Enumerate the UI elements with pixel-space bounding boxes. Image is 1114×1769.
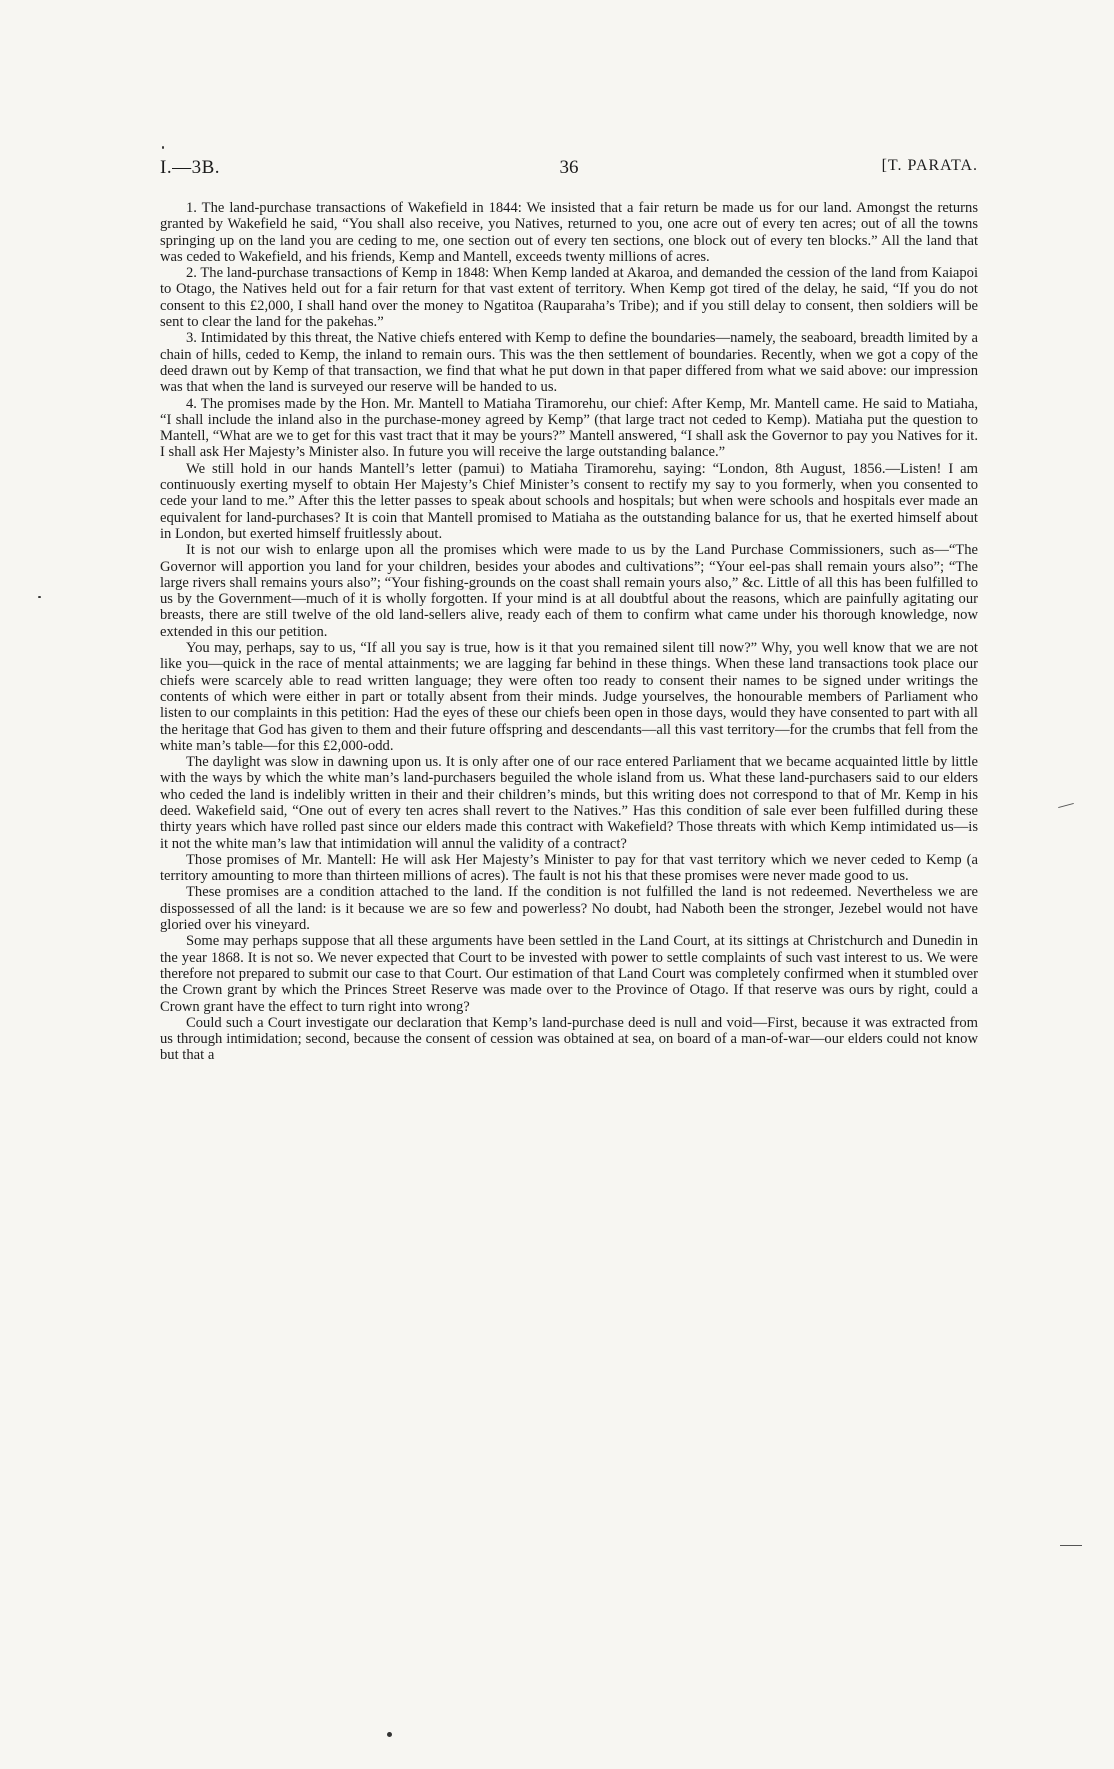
margin-mark — [1058, 803, 1074, 808]
paragraph: 3. Intimidated by this threat, the Native chiefs entered with Kemp to define the boundaries—namely, the seaboard, breadth limited by a chain of hills, ceded to Kemp, the inland to remain ours. This was the then settlement of boundaries. Recently, when we got a copy of the deed drawn out by Kemp of that transaction, we find that what he put down in that paper differed from what we said above: our impression was that when the land is surveyed our reserve will be handed to us. — [160, 330, 978, 396]
page-number: 36 — [559, 157, 579, 178]
paragraph: 2. The land-purchase transactions of Kemp in 1848: When Kemp landed at Akaroa, and demanded the cession of the land from Kaiapoi to Otago, the Natives held out for a fair return for that vast extent of territory. When Kemp got tired of the delay, he said, “If you do not consent to this £2,000, I shall hand over the money to Ngatitoa (Rauparaha’s Tribe); and if you still delay to consent, then soldiers will be sent to clear the land for the pakehas.” — [160, 265, 978, 331]
margin-mark — [1060, 1545, 1082, 1546]
ink-speck — [387, 1732, 392, 1737]
paragraph: 4. The promises made by the Hon. Mr. Mantell to Matiaha Tiramorehu, our chief: After Kemp, Mr. Mantell came. He said to Matiaha, “I shall include the inland also in the purchase-money agreed by Kemp” (that large tract not ceded to Kemp). Matiaha put the question to Mantell, “What are we to get for this vast tract that it may be yours?” Mantell answered, “I shall ask the Governor to pay you Natives for it. I shall ask Her Majesty’s Minister also. In future you will receive the large outstanding balance.” — [160, 395, 978, 461]
paragraph: 1. The land-purchase transactions of Wakefield in 1844: We insisted that a fair return be made us for our land. Amongst the returns granted by Wakefield he said, “You shall also receive, you Natives, returned to you, one acre out of every ten acres; out of all the towns springing up on the land you are ceding to me, one section out of every ten sections, one block out of every ten blocks.” All the land that was ceded to Wakefield, and his friends, Kemp and Mantell, exceeds twenty millions of acres. — [160, 200, 978, 265]
paragraph: Some may perhaps suppose that all these arguments have been settled in the Land Court, at its sittings at Christchurch and Dunedin in the year 1868. It is not so. We never expected that Court to be invested with power to settle complaints of such vast interest to us. We were therefore not prepared to submit our case to that Court. Our estimation of that Land Court was completely confirmed when it stumbled over the Crown grant by which the Princes Street Reserve was made over to the Province of Otago. If that reserve was ours by right, could a Crown grant have the effect to turn right into wrong? — [160, 933, 978, 1015]
paragraph: You may, perhaps, say to us, “If all you say is true, how is it that you remained silent till now?” Why, you well know that we are not like you—quick in the race of mental attainments; we are lagging far behind in these things. When these land transactions took place our chiefs were scarcely able to read written language; they were often too ready to consent their names to be signed under writings the contents of which were either in part or totally absent from their minds. Judge yourselves, the honourable members of Parliament who listen to our complaints in this petition: Had the eyes of these our chiefs been open in those days, would they have consented to part with all the heritage that God has given to them and their future offspring and descendants—all this vast territory—for the crumbs that fell from the white man’s table—for this £2,000-odd. — [160, 640, 978, 754]
ink-speck — [162, 146, 164, 149]
page-header — [160, 157, 978, 185]
speaker-name: [T. PARATA. — [881, 157, 978, 174]
paragraph: We still hold in our hands Mantell’s letter (pamui) to Matiaha Tiramorehu, saying: “London, 8th August, 1856.—Listen! I am continuously exerting myself to obtain Her Majesty’s Chief Minister’s consent to rectify my say to you formerly, when you consented to cede your land to me.” After this the letter passes to speak about schools and hospitals; but when were schools and hospitals ever made an equivalent for land-purchases? It is coin that Mantell promised to Matiaha as the outstanding balance for us, that he exerted himself about in London, but exerted himself fruitlessly about. — [160, 460, 978, 542]
paragraph: Those promises of Mr. Mantell: He will ask Her Majesty’s Minister to pay for that vast territory which we never ceded to Kemp (a territory amounting to more than thirteen millions of acres). The fault is not his that these promises were never made good to us. — [160, 851, 978, 885]
document-reference: I.—3B. — [160, 157, 220, 178]
document-body — [160, 200, 978, 1064]
paragraph: These promises are a condition attached to the land. If the condition is not fulfilled the land is not redeemed. Nevertheless we are dispossessed of all the land: is it because we are so few and powerless? No doubt, had Naboth been the stronger, Jezebel would not have gloried over his vineyard. — [160, 884, 978, 934]
paragraph: It is not our wish to enlarge upon all the promises which were made to us by the Land Purchase Commissioners, such as—“The Governor will apportion you land for your children, besides your abodes and cultivations”; “Your eel-pas shall remain yours also”; “The large rivers shall remains yours also”; “Your fishing-grounds on the coast shall remain yours also,” &c. Little of all this has been fulfilled to us by the Government—much of it is wholly forgotten. If your mind is at all doubtful about the reasons, which are painfully agitating our breasts, there are still twelve of the old land-sellers alive, ready each of them to confirm what came under his thorough knowledge, now extended in this our petition. — [160, 542, 978, 640]
paragraph: Could such a Court investigate our declaration that Kemp’s land-purchase deed is null and void—First, because it was extracted from us through intimidation; second, because the consent of cession was obtained at sea, on board of a man-of-war—our elders could not know but that a — [160, 1014, 978, 1064]
ink-speck — [38, 596, 41, 598]
paragraph: The daylight was slow in dawning upon us. It is only after one of our race entered Parliament that we became acquainted little by little with the ways by which the white man’s land-purchasers beguiled the whole island from us. What these land-purchasers said to our elders who ceded the land is indelibly written in their and their children’s minds, but this writing does not correspond to that of Mr. Kemp in his deed. Wakefield said, “One out of every ten acres shall revert to the Natives.” Has this condition of sale ever been fulfilled during these thirty years which have rolled past since our elders made this contract with Wakefield? Those threats with which Kemp intimidated us—is it not the white man’s law that intimidation will annul the validity of a contract? — [160, 754, 978, 852]
